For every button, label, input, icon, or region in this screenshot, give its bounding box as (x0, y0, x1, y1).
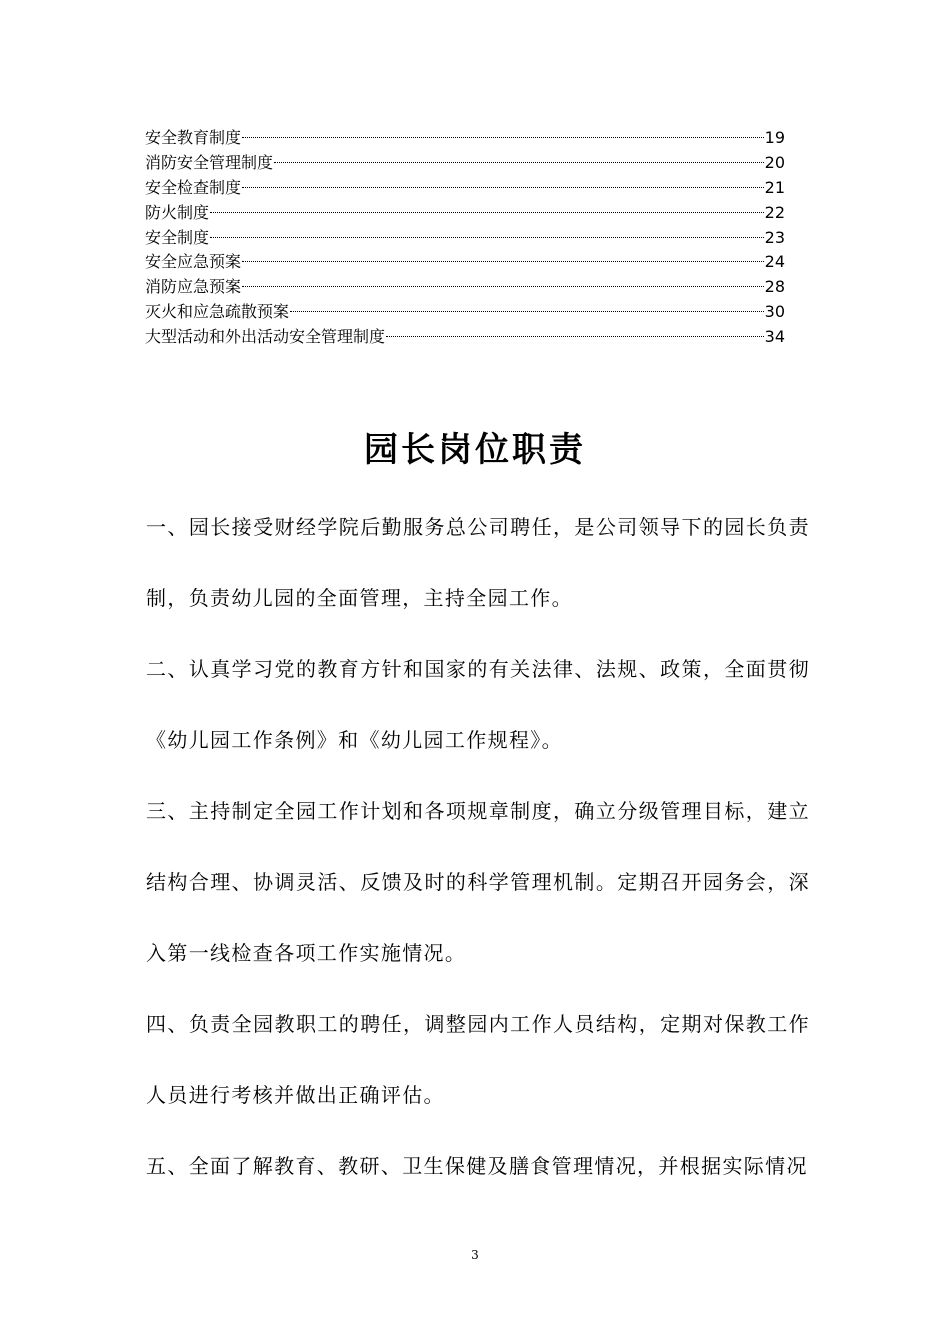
toc-entry-title: 安全教育制度 (145, 128, 242, 147)
duty-paragraph: 五、全面了解教育、教研、卫生保健及膳食管理情况，并根据实际情况 (146, 1154, 808, 1178)
toc-entry-title: 消防安全管理制度 (145, 152, 274, 172)
toc-entry-page: 22 (764, 202, 785, 222)
toc-entry-title: 灭火和应急疏散预案 (145, 302, 290, 322)
toc-leader-dots (386, 336, 764, 337)
toc-leader-dots (210, 212, 764, 213)
toc-entry-title: 安全制度 (145, 227, 210, 247)
toc-entry-title: 安全应急预案 (145, 252, 242, 272)
toc-entry[interactable] (145, 201, 785, 226)
toc-entry-page: 34 (764, 327, 785, 347)
page-number: 3 (471, 1248, 479, 1262)
toc-leader-dots (242, 187, 764, 188)
toc-entry-page: 20 (764, 152, 785, 172)
toc-leader-dots (242, 261, 764, 262)
toc-entry-page: 21 (764, 177, 785, 197)
toc-leader-dots (210, 237, 764, 238)
toc-entry-page: 28 (764, 277, 785, 297)
toc-entry-page: 24 (764, 252, 785, 272)
duty-paragraph: 四、负责全园教职工的聘任，调整园内工作人员结构，定期对保教工作人员进行考核并做出正确评估。 (146, 1012, 810, 1107)
duty-paragraph: 一、园长接受财经学院后勤服务总公司聘任，是公司领导下的园长负责制，负责幼儿园的全面管理，主持全园工作。 (146, 515, 810, 610)
toc-entry[interactable] (145, 275, 785, 300)
toc-entry-page: 19 (764, 128, 785, 147)
toc-entry[interactable] (145, 176, 785, 201)
toc-leader-dots (242, 137, 764, 138)
toc-entry-title: 安全检查制度 (145, 177, 242, 197)
toc-entry[interactable] (145, 151, 785, 176)
toc-entry[interactable] (145, 300, 785, 325)
toc-leader-dots (242, 286, 764, 287)
toc-entry[interactable] (145, 126, 785, 151)
section-heading: 园长岗位职责 (364, 430, 586, 470)
toc-entry-page: 23 (764, 227, 785, 247)
toc-entry[interactable] (145, 226, 785, 251)
toc-entry[interactable] (145, 325, 785, 350)
toc-leader-dots (290, 311, 764, 312)
toc-leader-dots (274, 162, 764, 163)
toc-entry-page: 30 (764, 302, 785, 322)
document-body (146, 492, 810, 1202)
table-of-contents (145, 126, 785, 350)
duty-paragraph: 三、主持制定全园工作计划和各项规章制度，确立分级管理目标，建立结构合理、协调灵活、反馈及时的科学管理机制。定期召开园务会，深入第一线检查各项工作实施情况。 (146, 799, 810, 965)
toc-entry-title: 防火制度 (145, 202, 210, 222)
duty-paragraph: 二、认真学习党的教育方针和国家的有关法律、法规、政策，全面贯彻《幼儿园工作条例》和《幼儿园工作规程》。 (146, 657, 810, 752)
toc-entry-title: 大型活动和外出活动安全管理制度 (145, 327, 386, 347)
toc-entry[interactable] (145, 250, 785, 275)
toc-entry-title: 消防应急预案 (145, 277, 242, 297)
